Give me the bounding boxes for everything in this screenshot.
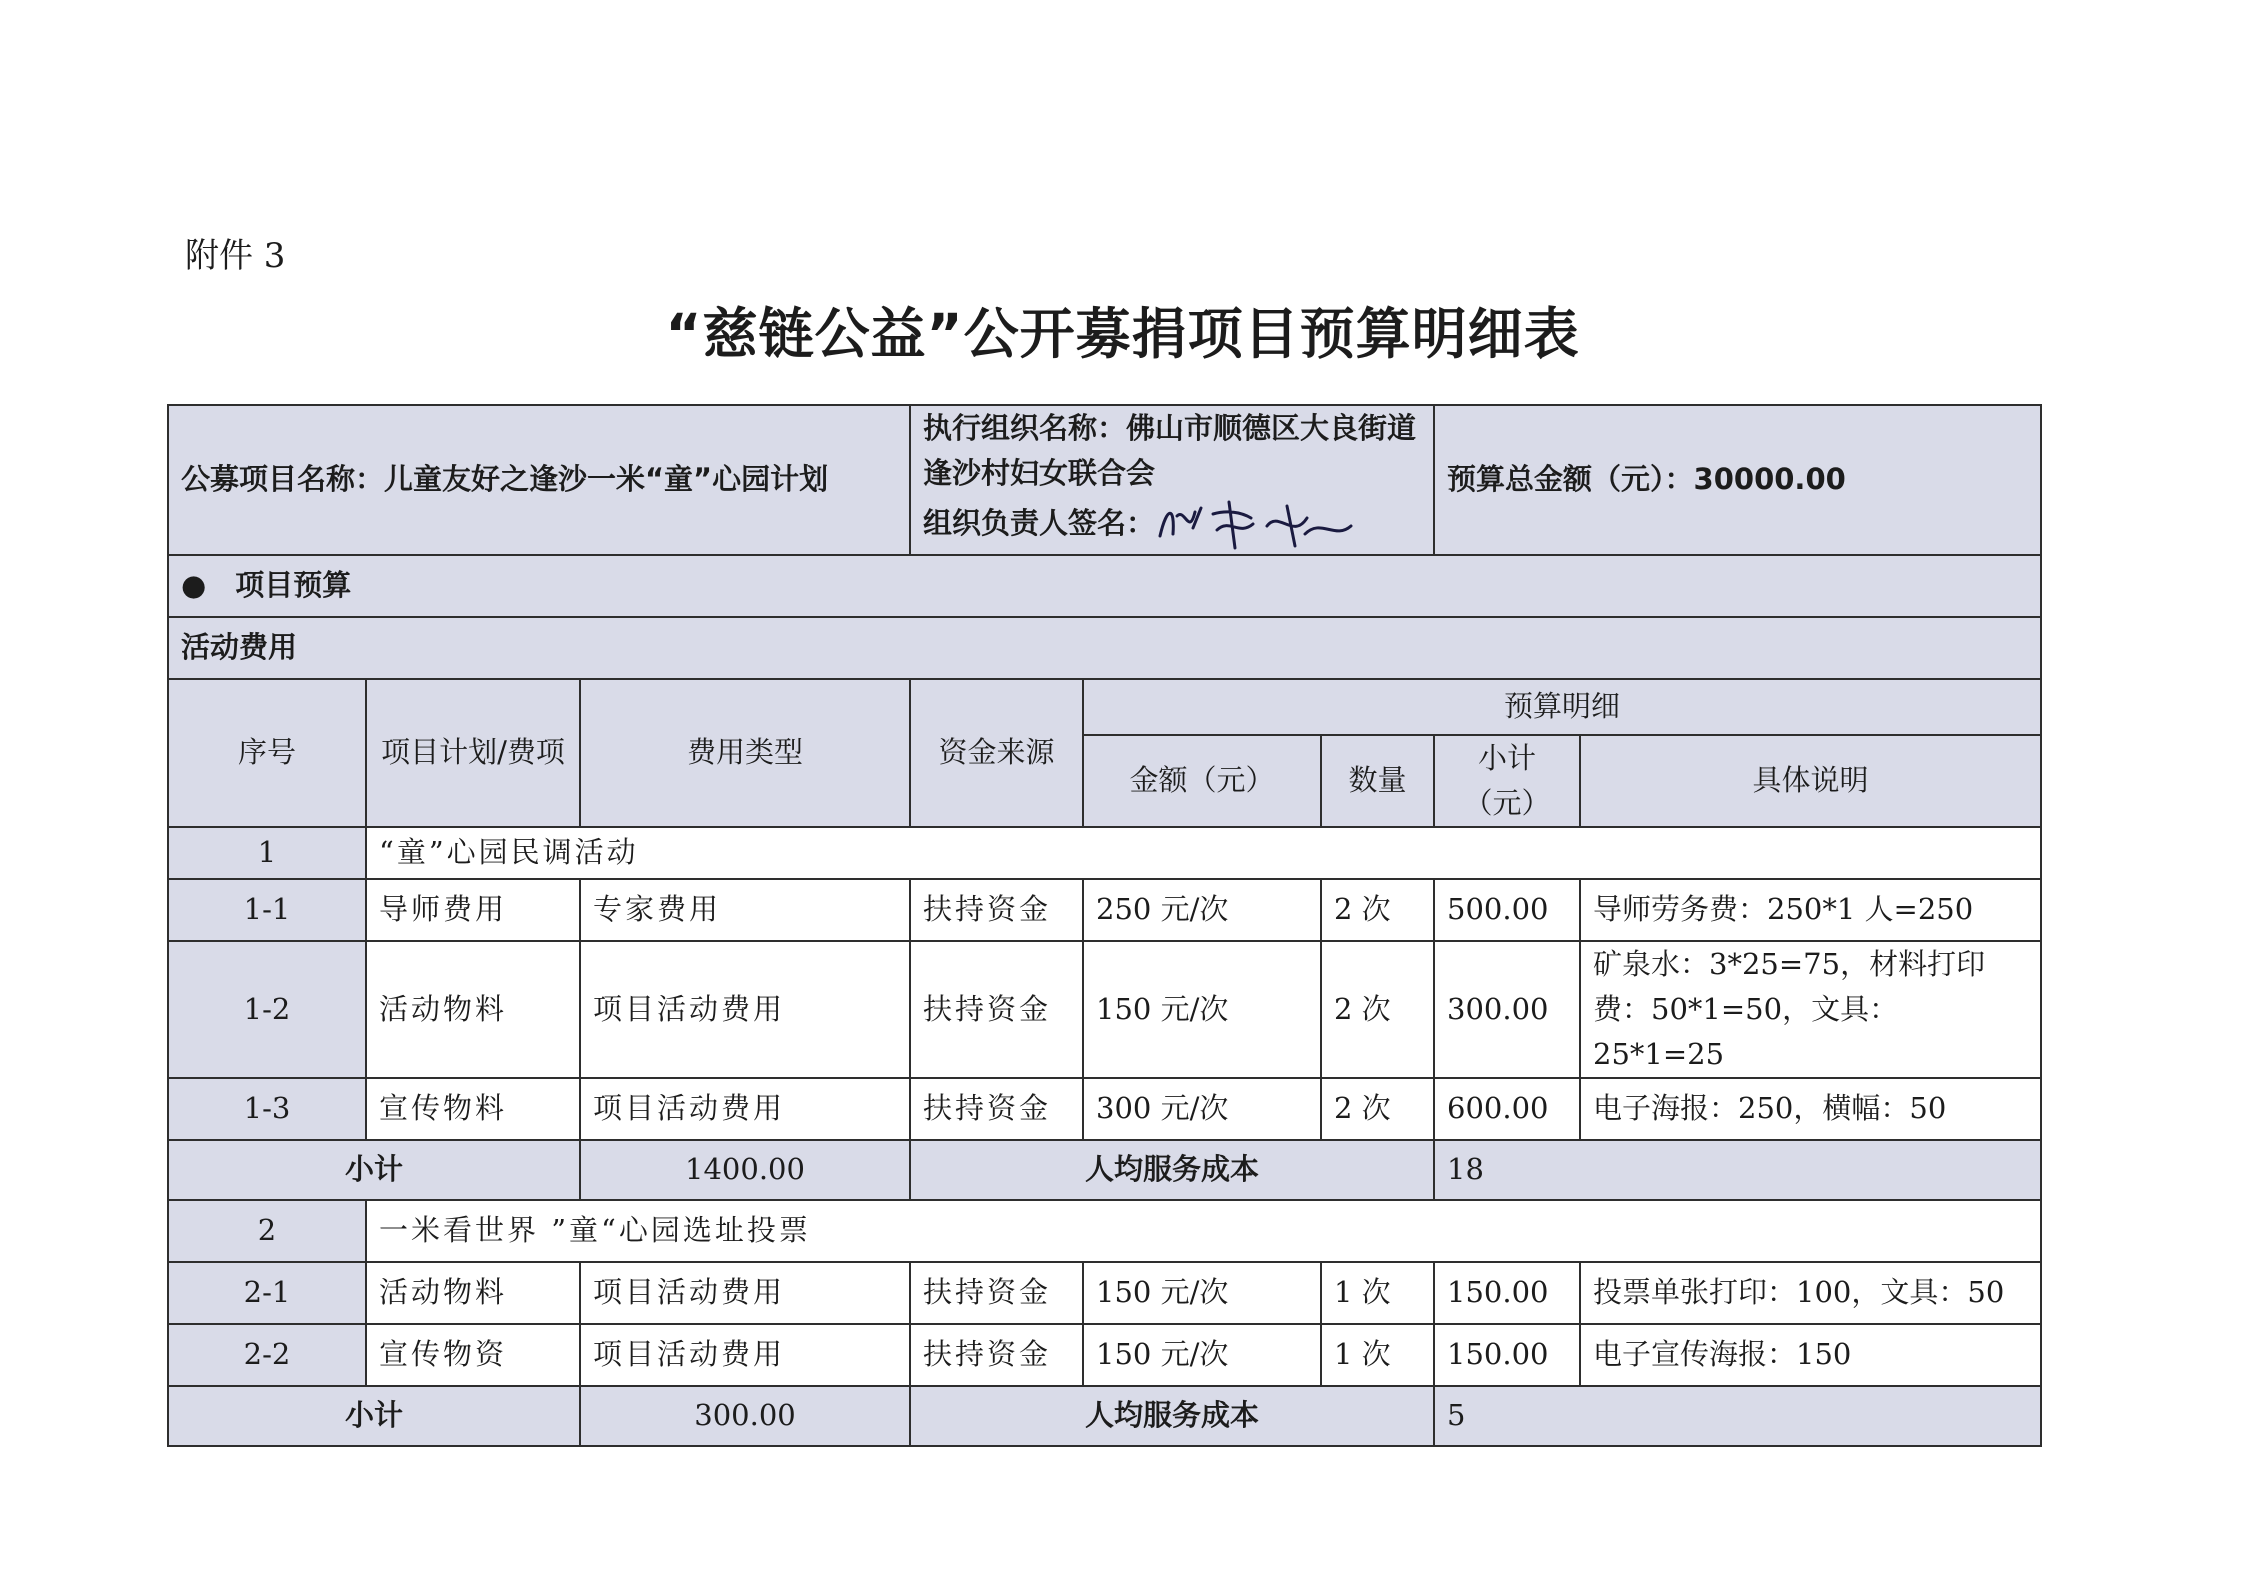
- table-row: [168, 879, 2041, 941]
- row-subtotal: 600.00: [1434, 1078, 1580, 1140]
- row-item: 导师费用: [366, 879, 580, 941]
- per-capita-label: 人均服务成本: [910, 1140, 1434, 1200]
- subtotal-label: 小计: [168, 1140, 580, 1200]
- signer-label: 组织负责人签名：: [923, 505, 1156, 540]
- row-seq: 1-3: [168, 1078, 366, 1140]
- row-desc: 投票单张打印：100，文具：50: [1580, 1262, 2041, 1324]
- row-item: 宣传物料: [366, 1078, 580, 1140]
- group-row: [168, 827, 2041, 879]
- row-qty: 1 次: [1321, 1262, 1434, 1324]
- row-subtotal: 500.00: [1434, 879, 1580, 941]
- subsection-title: 活动费用: [168, 617, 2041, 679]
- row-qty: 2 次: [1321, 879, 1434, 941]
- handwritten-signature: [1155, 496, 1355, 554]
- group-name: 一米看世界 ”童“心园选址投票: [366, 1200, 2041, 1262]
- row-amount: 150 元/次: [1083, 941, 1321, 1078]
- subtotal-row: [168, 1140, 2041, 1200]
- section-row: [168, 555, 2041, 617]
- header-type: 费用类型: [580, 679, 910, 827]
- total-amount: 预算总金额（元）：30000.00: [1447, 462, 1846, 497]
- row-item: 活动物料: [366, 1262, 580, 1324]
- page-title: “慈链公益”公开募捐项目预算明细表: [665, 302, 1580, 366]
- row-type: 专家费用: [580, 879, 910, 941]
- row-source: 扶持资金: [910, 1262, 1083, 1324]
- subsection-row: [168, 617, 2041, 679]
- row-qty: 2 次: [1321, 1078, 1434, 1140]
- row-type: 项目活动费用: [580, 941, 910, 1078]
- subtotal-label: 小计: [168, 1386, 580, 1446]
- header-source: 资金来源: [910, 679, 1083, 827]
- table-row: [168, 1078, 2041, 1140]
- row-qty: 1 次: [1321, 1324, 1434, 1386]
- header-row-1: [168, 679, 2041, 735]
- row-seq: 2-2: [168, 1324, 366, 1386]
- row-desc: 电子宣传海报：150: [1580, 1324, 2041, 1386]
- org-cell: [910, 405, 1434, 555]
- header-subtotal: 小计（元）: [1434, 735, 1580, 827]
- row-amount: 150 元/次: [1083, 1324, 1321, 1386]
- header-detail: 预算明细: [1083, 679, 2041, 735]
- row-amount: 300 元/次: [1083, 1078, 1321, 1140]
- per-capita-label: 人均服务成本: [910, 1386, 1434, 1446]
- row-source: 扶持资金: [910, 879, 1083, 941]
- row-desc: 导师劳务费：250*1 人=250: [1580, 879, 2041, 941]
- row-type: 项目活动费用: [580, 1262, 910, 1324]
- row-desc: 矿泉水：3*25=75，材料打印费：50*1=50，文具：25*1=25: [1580, 941, 2041, 1078]
- row-type: 项目活动费用: [580, 1078, 910, 1140]
- table-row: [168, 1324, 2041, 1386]
- row-source: 扶持资金: [910, 941, 1083, 1078]
- total-cell: [1434, 405, 2041, 555]
- row-subtotal: 300.00: [1434, 941, 1580, 1078]
- table-row: [168, 941, 2041, 1078]
- group-row: [168, 1200, 2041, 1262]
- header-desc: 具体说明: [1580, 735, 2041, 827]
- row-desc: 电子海报：250，横幅：50: [1580, 1078, 2041, 1140]
- row-subtotal: 150.00: [1434, 1262, 1580, 1324]
- per-capita-value: 5: [1434, 1386, 2041, 1446]
- per-capita-value: 18: [1434, 1140, 2041, 1200]
- row-amount: 250 元/次: [1083, 879, 1321, 941]
- group-name: “童”心园民调活动: [366, 827, 2041, 879]
- header-qty: 数量: [1321, 735, 1434, 827]
- header-amount: 金额（元）: [1083, 735, 1321, 827]
- section-title: ● 项目预算: [168, 555, 2041, 617]
- table-row: [168, 1262, 2041, 1324]
- subtotal-row: [168, 1386, 2041, 1446]
- signer-line: [923, 496, 1421, 554]
- row-seq: 2-1: [168, 1262, 366, 1324]
- org-name: 执行组织名称：佛山市顺德区大良街道逢沙村妇女联合会: [923, 411, 1417, 490]
- row-item: 活动物料: [366, 941, 580, 1078]
- budget-table: [167, 404, 2042, 1447]
- row-qty: 2 次: [1321, 941, 1434, 1078]
- row-seq: 1-2: [168, 941, 366, 1078]
- row-amount: 150 元/次: [1083, 1262, 1321, 1324]
- project-name: 公募项目名称：儿童友好之逢沙一米“童”心园计划: [181, 462, 829, 497]
- row-item: 宣传物资: [366, 1324, 580, 1386]
- row-subtotal: 150.00: [1434, 1324, 1580, 1386]
- group-seq: 1: [168, 827, 366, 879]
- row-seq: 1-1: [168, 879, 366, 941]
- project-name-cell: [168, 405, 910, 555]
- row-type: 项目活动费用: [580, 1324, 910, 1386]
- attachment-label: 附件 3: [185, 236, 286, 276]
- info-row: [168, 405, 2041, 555]
- subtotal-value: 1400.00: [580, 1140, 910, 1200]
- header-item: 项目计划/费项: [366, 679, 580, 827]
- subtotal-value: 300.00: [580, 1386, 910, 1446]
- row-source: 扶持资金: [910, 1078, 1083, 1140]
- group-seq: 2: [168, 1200, 366, 1262]
- header-seq: 序号: [168, 679, 366, 827]
- row-source: 扶持资金: [910, 1324, 1083, 1386]
